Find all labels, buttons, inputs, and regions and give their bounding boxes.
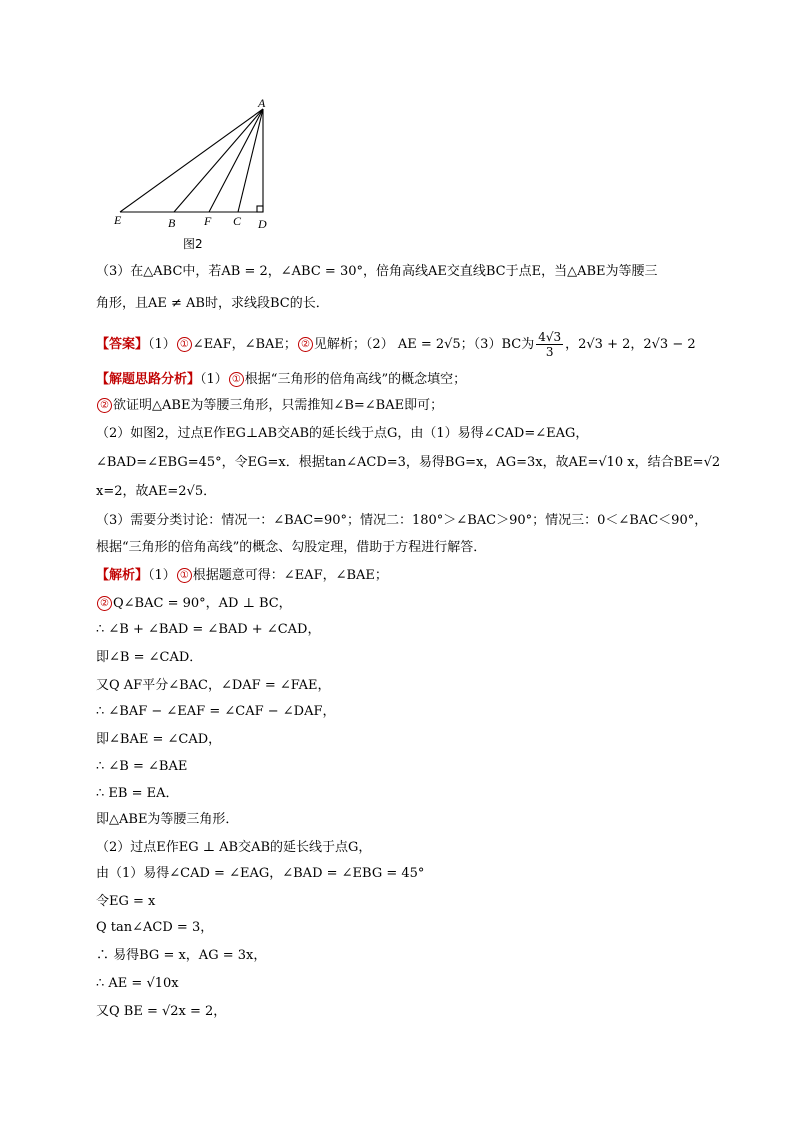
analysis-part1: （1） xyxy=(200,372,228,387)
solution-line-1 xyxy=(96,566,388,586)
answer-label: 【答案】 xyxy=(96,337,149,352)
point-label-D: D xyxy=(258,217,267,231)
circled-number-2: ② xyxy=(298,337,313,352)
solution-text-1: 根据题意可得：∠EAF，∠BAE； xyxy=(192,568,388,583)
solution-text-2: Q∠BAC = 90°，AD ⊥ BC， xyxy=(113,596,292,611)
solution-line-8: ∴ ∠B = ∠BAE xyxy=(96,759,188,774)
solution-line-7: 即∠BAE = ∠CAD， xyxy=(96,732,222,747)
answer-text-1: ∠EAF，∠BAE； xyxy=(192,337,297,352)
question-3-line-2: 角形，且AE ≠ AB时，求线段BC的长． xyxy=(96,296,329,311)
fraction-numerator: 4√3 xyxy=(538,330,562,344)
analysis-line-5: x=2，故AE=2√5． xyxy=(96,484,217,499)
solution-line-6: ∴ ∠BAF − ∠EAF = ∠CAF − ∠DAF， xyxy=(96,704,336,719)
answer-text-3: ，2√3 + 2，2√3 − 2 xyxy=(565,337,696,352)
solution-line-9: ∴ EB = EA． xyxy=(96,786,179,801)
circled-number-2: ② xyxy=(97,398,112,413)
solution-line-16: ∴ AE = √10x xyxy=(96,976,179,991)
circled-number-2: ② xyxy=(97,596,112,611)
analysis-line-7: 根据“三角形的倍角高线”的概念、勾股定理，借助于方程进行解答． xyxy=(96,540,487,555)
solution-line-5: 又Q AF平分∠BAC，∠DAF = ∠FAE， xyxy=(96,678,331,693)
analysis-line-6: （3）需要分类讨论：情况一：∠BAC=90°；情况二：180°＞∠BAC＞90°；情况三：0＜∠BAC＜90°， xyxy=(96,513,708,528)
solution-label: 【解析】 xyxy=(96,568,149,583)
point-label-C: C xyxy=(233,214,242,228)
solution-line-15: ∴ 易得BG = x，AG = 3x， xyxy=(96,948,267,963)
point-label-F: F xyxy=(204,214,212,228)
analysis-text-1: 根据“三角形的倍角高线”的概念填空； xyxy=(244,372,467,387)
circled-number-1: ① xyxy=(177,568,192,583)
answer-fraction xyxy=(536,330,563,359)
solution-line-17: 又Q BE = √2x = 2， xyxy=(96,1004,227,1019)
solution-line-10: 即△ABE为等腰三角形． xyxy=(96,812,239,827)
solution-part1: （1） xyxy=(148,568,176,583)
point-label-A: A xyxy=(258,96,266,110)
analysis-label: 【解题思路分析】 xyxy=(96,372,201,387)
solution-line-3: ∴ ∠B + ∠BAD = ∠BAD + ∠CAD， xyxy=(96,622,321,637)
segment-AF xyxy=(209,109,263,212)
point-label-E: E xyxy=(114,213,122,227)
answer-text-2: 见解析；（2） AE = 2√5；（3）BC为 xyxy=(313,337,535,352)
solution-line-13: 令EG = x xyxy=(96,894,156,909)
solution-line-14: Q tan∠ACD = 3， xyxy=(96,920,214,935)
analysis-line-4: ∠BAD=∠EBG=45°，令EG=x．根据tan∠ACD=3，易得BG=x，AG=3x，故AE=√10 x，结合BE=√2 xyxy=(96,455,721,470)
segment-AB xyxy=(174,109,263,212)
circled-number-1: ① xyxy=(177,337,192,352)
solution-line-2 xyxy=(96,594,292,614)
analysis-line-2 xyxy=(96,396,443,416)
answer-part1: （1） xyxy=(148,337,176,352)
solution-line-4: 即∠B = ∠CAD． xyxy=(96,650,203,665)
question-3-line-1: （3）在△ABC中，若AB = 2，∠ABC = 30°，倍角高线AE交直线BC于点E，当△ABE为等腰三 xyxy=(96,264,658,279)
solution-line-11: （2）过点E作EG ⊥ AB交AB的延长线于点G， xyxy=(96,840,372,855)
answer-line xyxy=(96,330,696,359)
fraction-denominator: 3 xyxy=(545,345,554,359)
right-angle-mark xyxy=(257,206,263,212)
solution-line-12: 由（1）易得∠CAD = ∠EAG，∠BAD = ∠EBG = 45° xyxy=(96,866,425,881)
analysis-line-3: （2）如图2，过点E作EG⊥AB交AB的延长线于点G，由（1）易得∠CAD=∠EAG， xyxy=(96,426,589,441)
analysis-line-1 xyxy=(96,370,466,390)
point-label-B: B xyxy=(168,216,176,230)
circled-number-1: ① xyxy=(229,372,244,387)
analysis-text-2: 欲证明△ABE为等腰三角形，只需推知∠B=∠BAE即可； xyxy=(113,398,444,413)
figure-caption: 图2 xyxy=(183,237,203,251)
geometry-figure xyxy=(108,96,308,246)
